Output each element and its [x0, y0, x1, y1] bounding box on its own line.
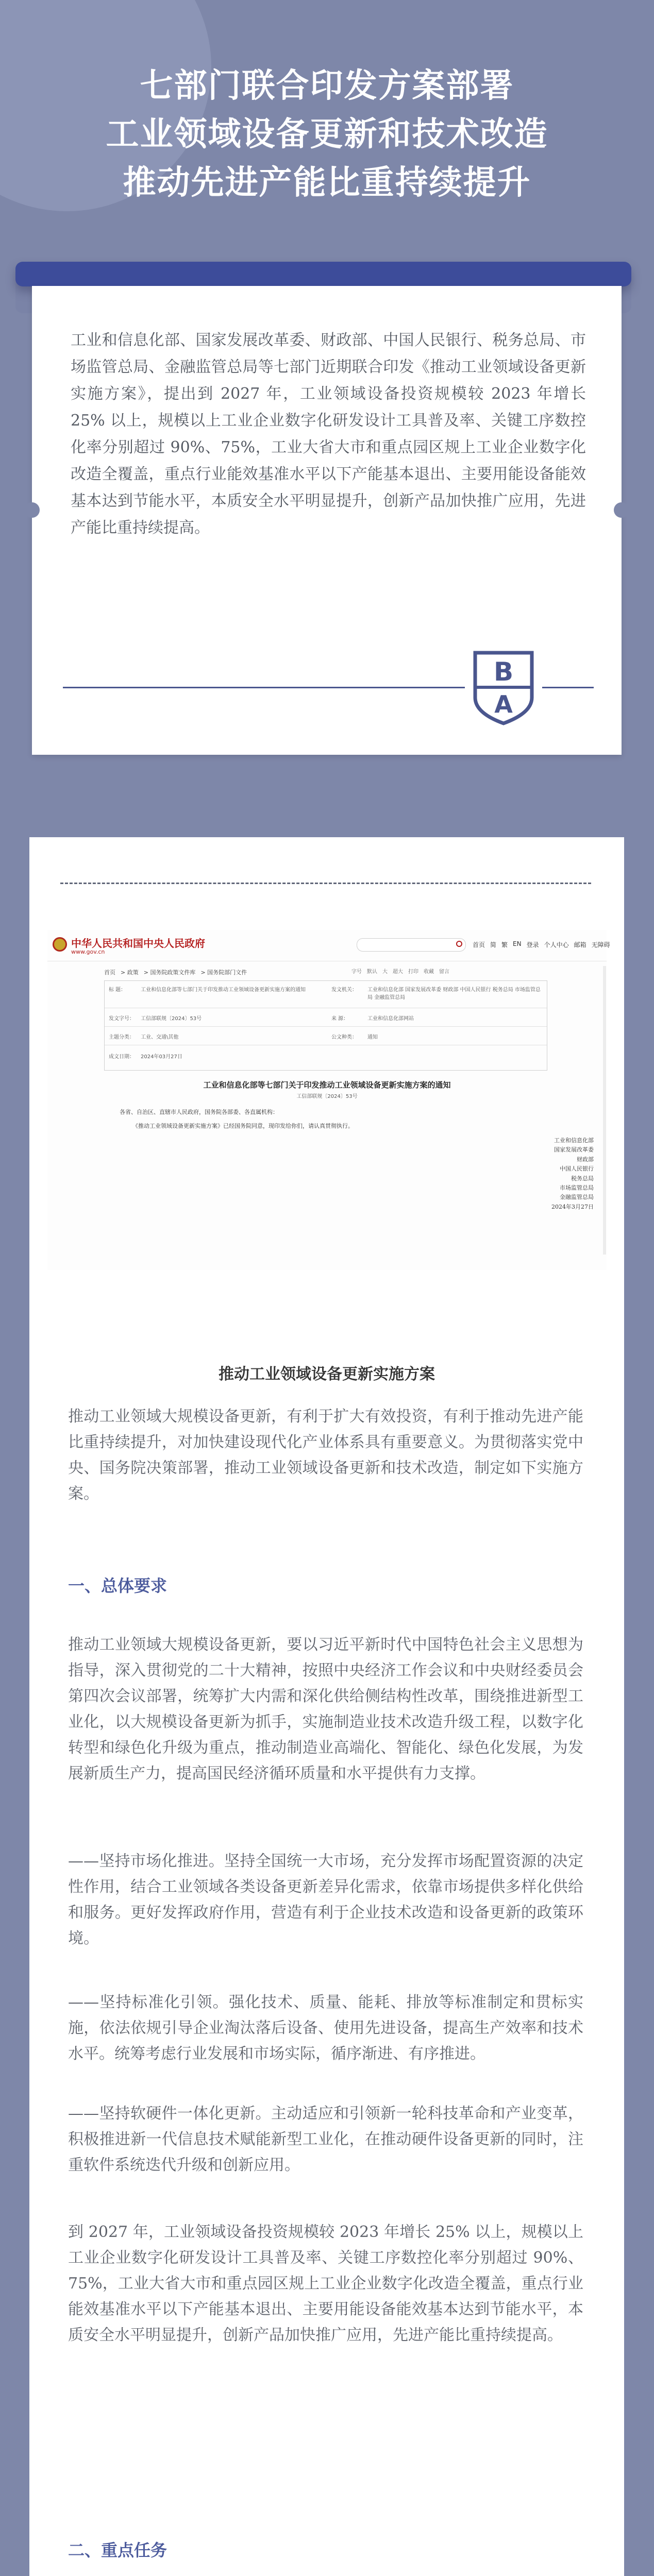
section-heading: 二、重点任务: [68, 2540, 167, 2560]
table-cell: 标 题：: [109, 987, 126, 993]
table-cell: 主题分类：: [109, 1035, 135, 1040]
gov-nav-simplified[interactable]: 简: [490, 941, 497, 948]
font-large[interactable]: 大: [382, 969, 388, 975]
card-header-band: [15, 262, 631, 286]
card-notch-right: [614, 502, 629, 518]
summary-card: [32, 286, 622, 755]
table-cell: 工业和信息化部等七部门关于印发推动工业领域设备更新实施方案的通知: [141, 987, 306, 993]
article-paragraph: 推动工业领域大规模设备更新，要以习近平新时代中国特色社会主义思想为指导，深入贯彻党的二十大精神，按照中央经济工作会议和中央财经委员会第四次会议部署，统筹扩大内需和深化供给侧结构性改革，围绕推进新型工业化，以大规模设备更新为抓手，实施制造业技术改造升级工程，以数字化转型和绿色化升级为重点，推动制造业高端化、智能化、绿色化发展，为发展新质生产力，提高国民经济循环质量和水平提供有力支撑。: [68, 1636, 583, 1783]
table-cell: 发文字号：: [109, 1016, 135, 1022]
signatory: 工业和信息化部: [554, 1137, 594, 1144]
divider-line-right: [542, 687, 594, 688]
font-xlarge[interactable]: 超大: [393, 969, 403, 975]
gov-doc-title: 工业和信息化部等七部门关于印发推动工业领域设备更新实施方案的通知: [203, 1080, 451, 1090]
signatory-list: [522, 1136, 594, 1212]
breadcrumb: 首页 > 政策 > 国务院政策文件库 > 国务院部门文件: [104, 969, 247, 976]
gov-site-name: 中华人民共和国中央人民政府: [71, 937, 205, 950]
breadcrumb-item[interactable]: 政策: [127, 969, 139, 976]
hero-title-line-3: 推动先进产能比重持续提升: [123, 164, 531, 202]
gov-search-input[interactable]: [357, 938, 466, 952]
gov-site-url: www.gov.cn: [71, 948, 105, 955]
national-emblem-icon: [53, 937, 67, 952]
article-paragraph: ——坚持软硬件一体化更新。主动适应和引领新一轮科技革命和产业变革，积极推进新一代信息技术赋能新型工业化，在推动硬件设备更新的同时，注重软件系统迭代升级和创新应用。: [68, 2105, 583, 2174]
doc-info-table: [104, 980, 547, 1071]
article-paragraph: ——坚持标准化引领。强化技术、质量、能耗、排放等标准制定和贯标实施，依法依规引导企业淘汰落后设备、使用先进设备，提高生产效率和技术水平。统筹考虑行业发展和市场实际，循序渐进、有序推进。: [68, 1993, 583, 2063]
sign-date: 2024年3月27日: [551, 1203, 594, 1210]
article-intro: 推动工业领域大规模设备更新，有利于扩大有效投资，有利于推动先进产能比重持续提升，对加快建设现代化产业体系具有重要意义。为贯彻落实党中央、国务院决策部署，推动工业领域设备更新和技术改造，制定如下实施方案。: [68, 1408, 583, 1503]
gov-nav-personal[interactable]: 个人中心: [544, 941, 569, 948]
gov-body: 《推动工业领域设备更新实施方案》已经国务院同意，现印发给你们，请认真贯彻执行。: [132, 1123, 354, 1129]
table-cell: 来 源：: [331, 1016, 349, 1022]
scrollbar[interactable]: [603, 966, 606, 1255]
hero-title-line-2: 工业领域设备更新和技术改造: [106, 115, 548, 154]
gov-nav-login[interactable]: 登录: [526, 941, 539, 948]
hero-title-line-1: 七部门联合印发方案部署: [140, 67, 514, 105]
gov-nav-traditional[interactable]: 繁: [501, 941, 508, 948]
gov-tools: [351, 967, 449, 975]
breadcrumb-item[interactable]: 国务院部门文件: [207, 969, 247, 976]
ba-logo-icon: [470, 649, 537, 726]
signatory: 市场监管总局: [560, 1184, 594, 1192]
article-paragraph: ——坚持市场化推进。坚持全国统一大市场，充分发挥市场配置资源的决定性作用，结合工业领域各类设备更新差异化需求，依靠市场提供多样化供给和服务。更好发挥政府作用，营造有利于企业技术改造和设备更新的政策环境。: [68, 1852, 583, 1947]
gov-nav: [473, 940, 610, 949]
print-label[interactable]: 打印: [408, 969, 418, 975]
signatory: 中国人民银行: [560, 1165, 594, 1173]
table-cell: 工业、交通\其他: [141, 1035, 179, 1040]
gov-nav-home[interactable]: 首页: [473, 941, 485, 948]
gov-doc-number: 工信部联规〔2024〕53号: [296, 1094, 358, 1099]
breadcrumb-item[interactable]: 首页: [104, 969, 115, 976]
font-default[interactable]: 默认: [367, 969, 377, 975]
article-card: [29, 837, 624, 2576]
logo-letter-bottom: A: [494, 690, 513, 718]
divider-line-left: [63, 687, 465, 688]
dashed-divider: [60, 883, 591, 884]
signatory: 国家发展改革委: [554, 1146, 594, 1154]
table-cell: 发文机关：: [331, 987, 357, 993]
breadcrumb-item[interactable]: 国务院政策文件库: [150, 969, 196, 976]
table-cell: 2024年03月27日: [141, 1054, 182, 1060]
table-cell: 工业和信息化部网站: [367, 1016, 414, 1022]
gov-nav-accessibility[interactable]: 无障碍: [591, 941, 610, 948]
gov-website-screenshot: [47, 930, 610, 1270]
comment-label[interactable]: 留言: [439, 969, 449, 975]
article-paragraph: 到 2027 年，工业领域设备投资规模较 2023 年增长 25% 以上，规模以上工业企业数字化研发设计工具普及率、关键工序数控化率分别超过 90%、75%，工业大省大市和重点园区规上工业企业数字化改造全覆盖，重点行业能效基准水平以下产能基本退出、主要用能设备能效基本达到节能水平，本质安全水平明显提升，创新产品加快推广应用，先进产能比重持续提高。: [68, 2223, 583, 2344]
search-icon[interactable]: [456, 941, 462, 947]
table-cell: 通知: [367, 1035, 378, 1040]
summary-text: 工业和信息化部、国家发展改革委、财政部、中国人民银行、税务总局、市场监管总局、金融监管总局等七部门近期联合印发《推动工业领域设备更新实施方案》，提出到 2027 年，工业领域设备投资规模较 2023 年增长 25% 以上，规模以上工业企业数字化研发设计工具普及率、关键工序数控化率分别超过 90%、75%，工业大省大市和重点园区规上工业企业数字化改造全覆盖，重点行业能效基准水平以下产能基本退出、主要用能设备能效基本达到节能水平，本质安全水平明显提升，创新产品加快推广应用，先进产能比重持续提高。: [71, 331, 586, 537]
favorite-label[interactable]: 收藏: [424, 969, 434, 975]
signatory: 税务总局: [571, 1175, 594, 1182]
hero-title: [0, 62, 654, 207]
table-divider: [105, 1026, 547, 1027]
gov-header: [47, 930, 610, 961]
gov-nav-mail[interactable]: 邮箱: [574, 941, 586, 948]
signatory: 财政部: [577, 1156, 594, 1163]
article-title: 推动工业领域设备更新实施方案: [219, 1365, 435, 1383]
logo-letter-top: B: [493, 657, 514, 687]
table-cell: 工信部联规〔2024〕53号: [141, 1016, 202, 1022]
gov-greeting: 各省、自治区、直辖市人民政府，国务院各部委、各直属机构：: [120, 1109, 278, 1115]
signatory: 金融监管总局: [560, 1194, 594, 1201]
gov-nav-english[interactable]: EN: [513, 940, 522, 947]
font-size-label: 字号: [351, 969, 362, 975]
table-cell: 公文种类：: [331, 1035, 357, 1040]
card-notch-left: [24, 502, 40, 518]
section-heading: 一、总体要求: [68, 1576, 167, 1596]
table-cell: 成文日期：: [109, 1054, 135, 1060]
table-cell: 工业和信息化部 国家发展改革委 财政部 中国人民银行 税务总局 市场监管总局 金融监管总局: [367, 987, 541, 1001]
